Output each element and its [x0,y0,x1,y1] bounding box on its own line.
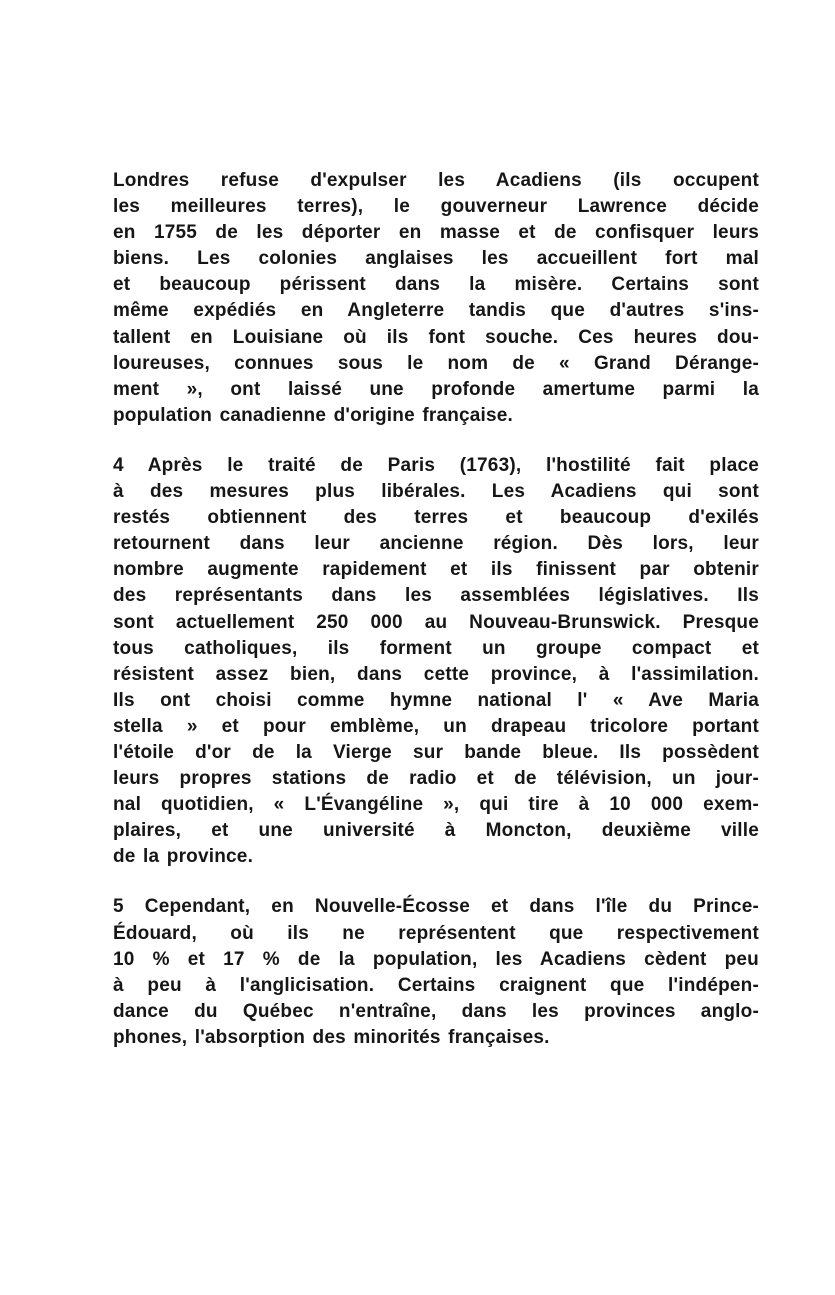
paragraph-5 [113,894,759,1051]
text-line: loureuses, connues sous le nom de « Grand Dérange- [113,352,759,374]
paragraph-4 [113,453,759,871]
text-line: nombre augmente rapidement et ils finissent par obtenir [113,559,759,581]
text-line: 5 Cependant, en Nouvelle-Écosse et dans l'île du Prince- [113,896,759,918]
text-line: en 1755 de les déporter en masse et de confisquer leurs [113,222,759,244]
text-line: dance du Québec n'entraîne, dans les provinces anglo- [113,1000,759,1022]
page-body [113,168,759,1051]
text-line: ment », ont laissé une profonde amertume parmi la [113,378,759,400]
text-line: stella » et pour emblème, un drapeau tricolore portant [113,715,759,737]
text-line: les meilleures terres), le gouverneur Lawrence décide [113,196,759,218]
text-line: et beaucoup périssent dans la misère. Certains sont [113,274,759,296]
text-line: même expédiés en Angleterre tandis que d'autres s'ins- [113,300,759,322]
text-line: l'étoile d'or de la Vierge sur bande bleue. Ils possèdent [113,741,759,763]
text-line: à des mesures plus libérales. Les Acadiens qui sont [113,481,759,503]
text-line: Ils ont choisi comme hymne national l' « Ave Maria [113,689,759,711]
text-line: phones, l'absorption des minorités françaises. [113,1026,550,1048]
text-line: 4 Après le traité de Paris (1763), l'hostilité fait place [113,454,759,476]
paragraph-1 [113,168,759,429]
text-line: à peu à l'anglicisation. Certains craignent que l'indépen- [113,974,759,996]
text-line: sont actuellement 250 000 au Nouveau-Brunswick. Presque [113,611,759,633]
text-line: 10 % et 17 % de la population, les Acadiens cèdent peu [113,948,759,970]
text-line: population canadienne d'origine française. [113,404,514,426]
text-line: biens. Les colonies anglaises les accueillent fort mal [113,248,759,270]
text-line: leurs propres stations de radio et de télévision, un jour- [113,768,759,790]
text-line: Londres refuse d'expulser les Acadiens (ils occupent [113,170,759,191]
text-line: plaires, et une université à Moncton, deuxième ville [113,820,759,842]
text-line: nal quotidien, « L'Évangéline », qui tire à 10 000 exem- [113,794,759,816]
text-line: tous catholiques, ils forment un groupe compact et [113,637,759,659]
text-line: Édouard, où ils ne représentent que respectivement [113,922,759,944]
text-line: des représentants dans les assemblées législatives. Ils [113,585,759,607]
text-line: tallent en Louisiane où ils font souche. Ces heures dou- [113,326,759,348]
text-line: retournent dans leur ancienne région. Dès lors, leur [113,533,759,555]
text-line: restés obtiennent des terres et beaucoup d'exilés [113,507,759,529]
text-line: résistent assez bien, dans cette province, à l'assimilation. [113,663,759,685]
text-line: de la province. [113,846,254,868]
